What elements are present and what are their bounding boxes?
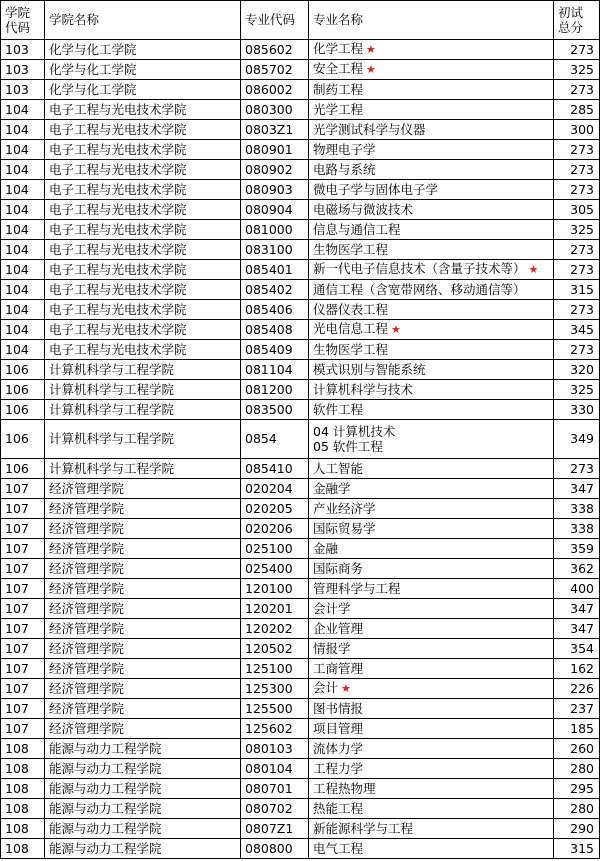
major-name-cell [309,380,554,400]
major-name-cell [309,140,554,160]
college-code-cell: 104 [1,200,45,220]
college-name-cell: 化学与化工学院 [45,60,241,80]
score-cell: 290 [554,819,600,839]
major-name-cell [309,519,554,539]
major-name-cell [309,120,554,140]
college-name-cell: 计算机科学与工程学院 [45,360,241,380]
major-code-cell: 085702 [241,60,309,80]
major-name-text: 工商管理 [313,660,364,676]
table-row [1,120,600,140]
major-name-text: 工程热物理 [313,780,376,796]
score-cell: 330 [554,400,600,420]
major-name-text: 化学工程 [313,41,364,56]
star-icon: ★ [366,43,376,56]
college-code-cell: 104 [1,280,45,300]
major-name-text: 产业经济学 [313,500,376,516]
college-code-cell: 104 [1,320,45,340]
score-cell: 273 [554,160,600,180]
major-name-text: 管理科学与工程 [313,580,401,596]
college-code-cell: 104 [1,260,45,280]
table-row [1,559,600,579]
college-code-cell: 106 [1,420,45,459]
score-cell: 338 [554,499,600,519]
score-cell: 226 [554,679,600,699]
major-name-cell [309,639,554,659]
header-major-code: 专业代码 [241,1,309,40]
major-name-text: 生物医学工程 [313,241,389,257]
star-icon: ★ [528,263,539,276]
major-name-text: 制药工程 [313,81,364,97]
major-name-cell [309,499,554,519]
college-name-cell: 电子工程与光电技术学院 [45,240,241,260]
score-cell: 273 [554,300,600,320]
major-code-cell: 083500 [241,400,309,420]
table-row [1,80,600,100]
star-icon: ★ [341,682,351,695]
major-name-cell [309,799,554,819]
score-cell: 325 [554,60,600,80]
score-cell: 325 [554,380,600,400]
college-name-cell: 能源与动力工程学院 [45,799,241,819]
major-name-cell [309,320,554,340]
college-code-cell: 104 [1,120,45,140]
score-cell: 273 [554,140,600,160]
major-name-cell [309,599,554,619]
score-cell: 273 [554,260,600,280]
major-name-text: 软件工程 [313,401,364,417]
score-cell: 347 [554,599,600,619]
major-name-text: 工程力学 [313,760,364,776]
college-code-cell: 104 [1,220,45,240]
major-name-text: 电路与系统 [313,161,376,177]
table-row [1,579,600,599]
star-icon: ★ [366,63,376,76]
major-code-cell: 080702 [241,799,309,819]
college-code-cell: 107 [1,659,45,679]
college-code-cell: 107 [1,679,45,699]
table-row [1,719,600,739]
table-row [1,140,600,160]
header-score: 初试 总分 [554,1,600,40]
major-name-cell [309,100,554,120]
major-name-text: 会计 [313,680,339,695]
major-code-cell: 080904 [241,200,309,220]
major-name-text: 光电信息工程 [313,321,389,336]
score-cell: 347 [554,479,600,499]
table-row [1,819,600,839]
college-name-cell: 经济管理学院 [45,539,241,559]
table-row [1,619,600,639]
major-code-cell: 086002 [241,80,309,100]
college-name-cell: 能源与动力工程学院 [45,779,241,799]
header-college-name: 学院名称 [45,1,241,40]
major-code-cell: 081200 [241,380,309,400]
major-code-cell: 120201 [241,599,309,619]
college-code-cell: 108 [1,839,45,859]
college-name-cell: 经济管理学院 [45,719,241,739]
college-name-cell: 电子工程与光电技术学院 [45,160,241,180]
college-code-cell: 103 [1,40,45,60]
major-name-text: 物理电子学 [313,141,376,157]
major-name-text: 生物医学工程 [313,341,389,357]
college-code-cell: 106 [1,380,45,400]
score-cell: 280 [554,799,600,819]
table-row [1,200,600,220]
major-code-cell: 081000 [241,220,309,240]
college-name-cell: 经济管理学院 [45,679,241,699]
college-code-cell: 107 [1,559,45,579]
score-cell: 300 [554,120,600,140]
major-name-text: 安全工程 [313,61,364,76]
college-name-cell: 能源与动力工程学院 [45,759,241,779]
score-cell: 273 [554,340,600,360]
score-cell: 295 [554,779,600,799]
major-code-cell: 025400 [241,559,309,579]
major-name-cell [309,579,554,599]
major-name-cell [309,539,554,559]
college-name-cell: 计算机科学与工程学院 [45,400,241,420]
major-code-cell: 125100 [241,659,309,679]
major-name-text: 微电子学与固体电子学 [313,181,439,197]
score-cell: 273 [554,459,600,479]
table-row [1,539,600,559]
college-name-cell: 经济管理学院 [45,699,241,719]
college-code-cell: 104 [1,300,45,320]
table-row [1,459,600,479]
table-row [1,380,600,400]
major-name-text: 流体力学 [313,740,364,756]
major-name-cell [309,40,554,60]
table-header [1,1,600,40]
college-name-cell: 经济管理学院 [45,499,241,519]
major-code-cell: 080903 [241,180,309,200]
major-name-text: 电气工程 [313,840,364,856]
college-code-cell: 107 [1,619,45,639]
score-cell: 273 [554,180,600,200]
major-name-cell [309,200,554,220]
score-cell: 400 [554,579,600,599]
major-code-cell: 085401 [241,260,309,280]
major-name-text: 新一代电子信息技术（含量子技术等） [313,261,526,276]
score-cell: 273 [554,80,600,100]
college-name-cell: 化学与化工学院 [45,40,241,60]
college-code-cell: 106 [1,360,45,380]
table-row [1,60,600,80]
college-code-cell: 108 [1,799,45,819]
college-code-cell: 108 [1,819,45,839]
table-row [1,479,600,499]
college-code-cell: 107 [1,599,45,619]
header-college-code: 学院 代码 [1,1,45,40]
major-code-cell: 020205 [241,499,309,519]
score-cell: 325 [554,220,600,240]
major-code-cell: 120502 [241,639,309,659]
major-name-cell [309,779,554,799]
major-name-cell [309,819,554,839]
major-code-cell: 125300 [241,679,309,699]
major-code-cell: 085402 [241,280,309,300]
college-name-cell: 计算机科学与工程学院 [45,459,241,479]
major-name-text-2: 05 软件工程 [313,439,383,454]
major-code-cell: 120100 [241,579,309,599]
score-cell: 345 [554,320,600,340]
major-code-cell: 085410 [241,459,309,479]
major-name-text: 国际商务 [313,560,364,576]
major-code-cell: 020204 [241,479,309,499]
major-name-cell [309,759,554,779]
major-name-text: 图书情报 [313,700,364,716]
college-name-cell: 经济管理学院 [45,619,241,639]
major-code-cell: 025100 [241,539,309,559]
major-name-cell [309,160,554,180]
table-row [1,699,600,719]
major-code-cell: 080901 [241,140,309,160]
major-name-text: 企业管理 [313,620,364,636]
major-code-cell: 080104 [241,759,309,779]
college-code-cell: 103 [1,80,45,100]
table-row [1,160,600,180]
major-code-cell: 125602 [241,719,309,739]
table-row [1,420,600,459]
major-code-cell: 080902 [241,160,309,180]
college-code-cell: 103 [1,60,45,80]
header-major-name: 专业名称 [309,1,554,40]
table-row [1,220,600,240]
score-cell: 315 [554,280,600,300]
major-code-cell: 085408 [241,320,309,340]
star-icon: ★ [391,323,401,336]
major-name-cell [309,60,554,80]
table-row [1,679,600,699]
college-code-cell: 104 [1,340,45,360]
major-name-cell [309,739,554,759]
college-name-cell: 经济管理学院 [45,659,241,679]
major-name-text: 人工智能 [313,460,364,476]
major-name-text: 会计学 [313,600,351,616]
college-name-cell: 电子工程与光电技术学院 [45,280,241,300]
major-name-text: 计算机科学与技术 [313,381,414,397]
major-name-text: 金融 [313,540,339,556]
major-name-cell [309,220,554,240]
score-cell: 280 [554,759,600,779]
table-row [1,240,600,260]
major-code-cell: 125500 [241,699,309,719]
college-name-cell: 电子工程与光电技术学院 [45,220,241,240]
major-name-text: 金融学 [313,480,351,496]
college-name-cell: 计算机科学与工程学院 [45,380,241,400]
table-row [1,340,600,360]
college-name-cell: 电子工程与光电技术学院 [45,340,241,360]
major-name-cell [309,679,554,699]
score-cell: 362 [554,559,600,579]
college-name-cell: 化学与化工学院 [45,80,241,100]
college-code-cell: 104 [1,100,45,120]
college-code-cell: 107 [1,579,45,599]
score-cell: 185 [554,719,600,739]
major-code-cell: 080300 [241,100,309,120]
major-name-text: 04 计算机技术 [313,424,396,439]
major-name-cell [309,719,554,739]
college-name-cell: 能源与动力工程学院 [45,739,241,759]
college-name-cell: 能源与动力工程学院 [45,839,241,859]
table-row [1,320,600,340]
college-code-cell: 107 [1,639,45,659]
major-name-cell [309,300,554,320]
major-code-cell: 080701 [241,779,309,799]
score-cell: 162 [554,659,600,679]
college-code-cell: 107 [1,719,45,739]
table-row [1,739,600,759]
college-code-cell: 108 [1,739,45,759]
college-name-cell: 计算机科学与工程学院 [45,420,241,459]
major-code-cell: 0854 [241,420,309,459]
college-name-cell: 经济管理学院 [45,559,241,579]
college-code-cell: 104 [1,180,45,200]
major-name-cell [309,559,554,579]
table-row [1,799,600,819]
score-cell: 349 [554,420,600,459]
major-name-cell [309,180,554,200]
score-cell: 359 [554,539,600,559]
major-name-cell [309,400,554,420]
college-name-cell: 电子工程与光电技术学院 [45,320,241,340]
score-cell: 273 [554,240,600,260]
major-name-cell [309,839,554,859]
college-code-cell: 107 [1,479,45,499]
table-row [1,40,600,60]
score-cell: 315 [554,839,600,859]
table-row [1,100,600,120]
major-name-cell [309,659,554,679]
college-code-cell: 107 [1,519,45,539]
major-name-cell [309,260,554,280]
college-name-cell: 经济管理学院 [45,639,241,659]
major-name-text: 仪器仪表工程 [313,301,389,317]
table-row [1,260,600,280]
table-row [1,599,600,619]
college-name-cell: 经济管理学院 [45,579,241,599]
table-row [1,280,600,300]
college-code-cell: 108 [1,759,45,779]
score-cell: 338 [554,519,600,539]
college-name-cell: 电子工程与光电技术学院 [45,100,241,120]
score-cell: 320 [554,360,600,380]
college-name-cell: 电子工程与光电技术学院 [45,300,241,320]
score-cell: 347 [554,619,600,639]
table-row [1,180,600,200]
table-row [1,839,600,859]
college-code-cell: 104 [1,240,45,260]
major-code-cell: 080103 [241,739,309,759]
college-code-cell: 104 [1,140,45,160]
table-row [1,639,600,659]
major-name-text: 新能源科学与工程 [313,820,414,836]
college-code-cell: 107 [1,499,45,519]
college-name-cell: 经济管理学院 [45,519,241,539]
table-row [1,659,600,679]
major-name-cell [309,459,554,479]
college-name-cell: 能源与动力工程学院 [45,819,241,839]
major-code-cell: 0807Z1 [241,819,309,839]
major-name-text: 情报学 [313,640,351,656]
major-name-text: 光学测试科学与仪器 [313,121,426,137]
major-name-text: 热能工程 [313,800,364,816]
major-name-cell [309,360,554,380]
major-name-text: 光学工程 [313,101,364,117]
college-name-cell: 经济管理学院 [45,479,241,499]
table-row [1,300,600,320]
table-body [1,40,600,859]
major-code-cell: 0803Z1 [241,120,309,140]
major-name-text: 国际贸易学 [313,520,376,536]
major-name-cell [309,240,554,260]
table-row [1,499,600,519]
college-name-cell: 经济管理学院 [45,599,241,619]
major-name-text: 信息与通信工程 [313,221,401,237]
major-code-cell: 020206 [241,519,309,539]
college-name-cell: 电子工程与光电技术学院 [45,120,241,140]
major-name-cell [309,80,554,100]
score-cell: 285 [554,100,600,120]
major-name-text: 电磁场与微波技术 [313,201,414,217]
college-code-cell: 107 [1,699,45,719]
score-cell: 237 [554,699,600,719]
major-name-text: 模式识别与智能系统 [313,361,426,377]
table-row [1,759,600,779]
college-code-cell: 108 [1,779,45,799]
college-code-cell: 106 [1,400,45,420]
college-code-cell: 104 [1,160,45,180]
major-code-cell: 081104 [241,360,309,380]
college-name-cell: 电子工程与光电技术学院 [45,200,241,220]
major-code-cell: 085409 [241,340,309,360]
major-name-cell [309,619,554,639]
table-row [1,360,600,380]
college-name-cell: 电子工程与光电技术学院 [45,140,241,160]
table-row [1,779,600,799]
score-cell: 273 [554,40,600,60]
major-name-text: 项目管理 [313,720,364,736]
college-name-cell: 电子工程与光电技术学院 [45,260,241,280]
table-row [1,519,600,539]
major-name-text: 通信工程（含宽带网络、移动通信等） [313,281,526,297]
score-cell: 305 [554,200,600,220]
major-name-cell [309,699,554,719]
table-row [1,400,600,420]
major-name-cell [309,340,554,360]
major-code-cell: 080800 [241,839,309,859]
major-code-cell: 085602 [241,40,309,60]
major-code-cell: 120202 [241,619,309,639]
score-cell: 260 [554,739,600,759]
major-name-cell [309,420,554,459]
college-code-cell: 107 [1,539,45,559]
major-name-cell [309,280,554,300]
major-name-cell [309,479,554,499]
score-cell: 354 [554,639,600,659]
major-code-cell: 085406 [241,300,309,320]
college-name-cell: 电子工程与光电技术学院 [45,180,241,200]
college-code-cell: 106 [1,459,45,479]
major-code-cell: 083100 [241,240,309,260]
